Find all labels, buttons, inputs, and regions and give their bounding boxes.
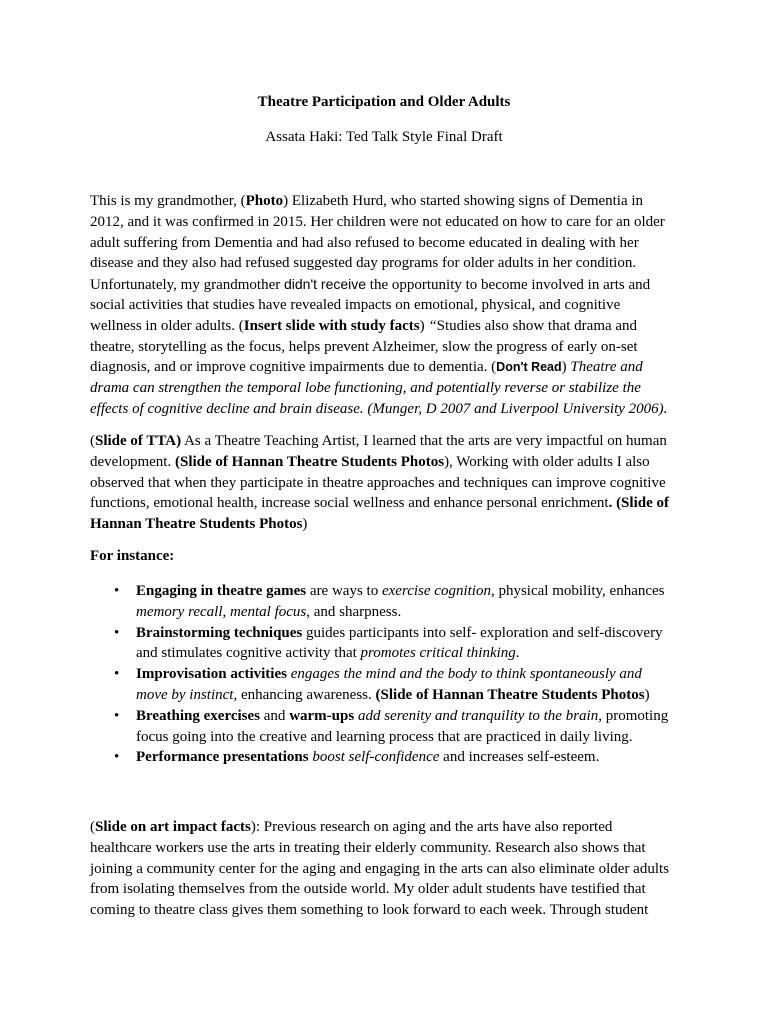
- text-run: ): [419, 317, 429, 334]
- text-run: Unfortunately, my grandmother: [90, 277, 284, 294]
- bullet-marker: •: [114, 583, 120, 599]
- bullet-item-text: [136, 623, 680, 665]
- bold-text-run: Brainstorming techniques: [136, 624, 303, 641]
- text-line: [90, 274, 680, 295]
- for-instance-heading: [90, 546, 680, 567]
- text-line: [90, 295, 680, 316]
- italic-text-run: memory recall, mental focus: [136, 603, 307, 620]
- text-line: [90, 357, 680, 378]
- bullet-item-text: [136, 747, 680, 768]
- text-line: [90, 838, 680, 859]
- text-line: [136, 623, 680, 644]
- bold-text-run: For instance:: [90, 548, 175, 564]
- italic-text-run: promotes critical thinking: [360, 645, 516, 662]
- text-run: theatre, storytelling as the focus, helps prevent Alzheimer, slow the progress of early on-set: [90, 338, 638, 355]
- text-run: As a Theatre Teaching Artist, I learned that the arts are very impactful on human: [181, 433, 667, 449]
- bold-text-run: Slide of TTA): [95, 433, 182, 449]
- bullet-item: [90, 581, 680, 623]
- grandmother-intro-paragraph: [90, 191, 680, 420]
- italic-text-run: effects of cognitive decline and brain disease. (Munger, D 2007 and Liverpool University 2006).: [90, 400, 668, 417]
- bold-text-run: Engaging in theatre games: [136, 583, 307, 599]
- text-run: (: [90, 433, 95, 449]
- italic-text-run: Theatre and: [570, 359, 643, 376]
- text-run: , and sharpness.: [306, 603, 402, 620]
- text-line: [136, 727, 680, 748]
- text-run: are ways to: [306, 583, 382, 599]
- text-run: observed that when they participate in theatre approaches and techniques can improve cognitive: [90, 474, 666, 491]
- text-run: functions, emotional health, increase social wellness and enhance personal enrichment: [90, 495, 609, 512]
- bold-text-run: Photo: [245, 193, 284, 209]
- text-line: [90, 233, 680, 254]
- text-line: [90, 900, 680, 921]
- text-line: [90, 431, 680, 452]
- text-line: [136, 747, 680, 768]
- bold-text-run: Slide on art impact facts: [95, 819, 251, 835]
- document-subtitle: Assata Haki: Ted Talk Style Final Draft: [265, 129, 503, 145]
- teaching-artist-paragraph: [90, 431, 680, 535]
- text-run: Studies also show that drama and: [436, 317, 638, 334]
- text-line: [90, 191, 680, 212]
- text-run: , promoting: [598, 707, 669, 724]
- bold-sans-text-run: Don't Read: [496, 360, 562, 375]
- bold-text-run: Insert slide with study facts: [243, 317, 420, 334]
- bold-text-run: Performance presentations: [136, 749, 309, 766]
- text-line: [90, 817, 680, 838]
- text-line: [90, 316, 680, 337]
- text-line: [90, 337, 680, 358]
- text-run: guides participants into self- exploration and self-discovery: [302, 624, 663, 641]
- bold-text-run: (Slide of Hannan Theatre Students Photos: [174, 453, 445, 470]
- italic-text-run: move by instinct,: [136, 686, 238, 703]
- text-line: [90, 212, 680, 233]
- italic-text-run: add serenity and tranquility to the brain: [357, 707, 599, 724]
- text-run: adult suffering from Dementia and had also refused to become educated in dealing with her: [90, 234, 639, 251]
- bullet-item-text: [136, 706, 680, 748]
- text-line: [90, 473, 680, 494]
- text-run: .: [515, 645, 520, 662]
- bold-text-run: Breathing exercises: [136, 707, 261, 724]
- text-line: [90, 452, 680, 473]
- italic-text-run: boost self-confidence: [312, 749, 440, 766]
- text-run: ), Working with older adults I also: [444, 453, 650, 470]
- text-run: This is my grandmother, (: [90, 193, 246, 209]
- text-line: [136, 664, 680, 685]
- text-run: enhancing awareness.: [237, 686, 376, 703]
- text-run: 2012, and it was confirmed in 2015. Her children were not educated on how to care for an older: [90, 213, 665, 230]
- text-run: (: [90, 819, 95, 835]
- text-run: from isolating themselves from the outside world. My older adult students have testified that: [90, 881, 646, 898]
- text-run: and stimulates cognitive activity that: [136, 645, 361, 662]
- text-run: wellness in older adults. (: [90, 317, 244, 334]
- art-impact-paragraph: [90, 817, 680, 921]
- text-line: [90, 378, 680, 399]
- bold-text-run: (Slide of Hannan Theatre Students Photos: [375, 686, 645, 703]
- text-line: [90, 879, 680, 900]
- text-run: diagnosis, and or improve cognitive impairments due to dementia. (: [90, 359, 497, 376]
- text-run: ): [644, 686, 650, 703]
- bullet-marker: •: [114, 666, 120, 683]
- bullet-item: [90, 706, 680, 748]
- bold-text-run: . (Slide of: [608, 495, 669, 512]
- text-run: joining a community center for the aging and engaging in the arts can also eliminate older adults: [90, 860, 669, 877]
- text-line: [136, 602, 680, 623]
- text-run: the opportunity to become involved in arts and: [366, 277, 651, 294]
- technique-bullet-list: [90, 581, 680, 768]
- bold-text-run: Hannan Theatre Students Photos: [90, 516, 303, 533]
- bullet-marker: •: [114, 624, 120, 641]
- bullet-item-text: [136, 664, 680, 706]
- italic-text-run: engages the mind and the body to think spontaneously and: [290, 666, 642, 683]
- text-run: development.: [90, 453, 175, 470]
- text-run: healthcare workers use the arts in treating their elderly community. Research also shows that: [90, 839, 646, 856]
- text-run: , physical mobility, enhances: [490, 583, 665, 599]
- bullet-marker: •: [114, 707, 120, 724]
- text-line: [136, 581, 680, 602]
- text-run: social activities that studies have revealed impacts on emotional, physical, and cognitive: [90, 296, 621, 313]
- bullet-item-text: [136, 581, 680, 623]
- text-run: ): [561, 359, 571, 376]
- bullet-item: [90, 664, 680, 706]
- text-run: and: [260, 707, 290, 724]
- text-run: ): [302, 516, 308, 533]
- text-line: [90, 493, 680, 514]
- bold-text-run: warm-ups: [289, 707, 355, 724]
- text-line: [90, 546, 680, 567]
- text-run: and increases self-esteem.: [439, 749, 600, 766]
- text-run: ): Previous research on aging and the arts have also reported: [250, 819, 613, 835]
- text-run: focus going into the creative and learning process that are practiced in daily living.: [136, 728, 633, 745]
- text-run: coming to theatre class gives them something to look forward to each week. Through student: [90, 902, 649, 919]
- text-run: ) Elizabeth Hurd, who started showing signs of Dementia in: [283, 193, 644, 209]
- italic-text-run: exercise cognition: [381, 583, 491, 599]
- italic-text-run: “: [428, 317, 437, 334]
- sans-text-run: didn't receive: [283, 276, 367, 293]
- text-line: [90, 859, 680, 880]
- text-line: [90, 399, 680, 420]
- italic-text-run: drama can strengthen the temporal lobe functioning, and potentially reverse or stabilize the: [90, 380, 641, 397]
- text-line: [90, 253, 680, 274]
- document-title: Theatre Participation and Older Adults: [257, 94, 511, 110]
- bullet-item: [90, 623, 680, 665]
- bullet-item: [90, 747, 680, 768]
- text-line: [136, 643, 680, 664]
- text-line: [136, 685, 680, 706]
- text-run: disease and they also had refused suggested day programs for older adults in her condition.: [90, 255, 637, 272]
- text-line: [90, 514, 680, 535]
- bold-text-run: Improvisation activities: [136, 666, 287, 683]
- bullet-marker: •: [114, 749, 120, 766]
- text-line: [136, 706, 680, 727]
